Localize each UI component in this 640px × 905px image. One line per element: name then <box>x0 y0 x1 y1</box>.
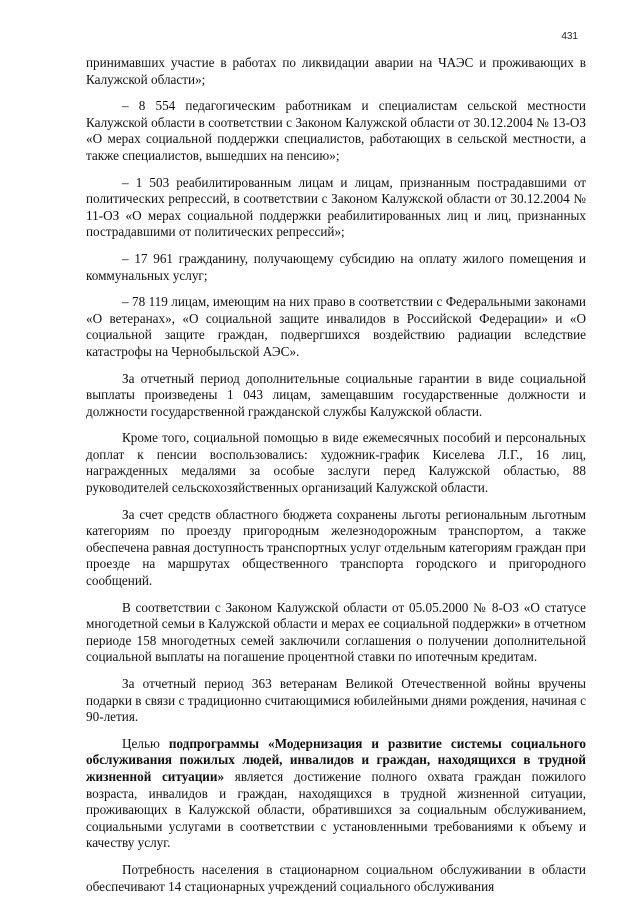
subprogram-title: подпрограммы «Модернизация и развитие системы социального обслуживания пожилых людей, инвалидов и граждан, находящихся в трудной жизненной ситуации» <box>86 735 587 784</box>
paragraph-housing-subsidy: – 17 961 гражданину, получающему субсидию на оплату жилого помещения и коммунальных услуг; <box>86 250 586 283</box>
subprogram-prefix: Целью <box>122 735 169 751</box>
paragraph-transport-benefits: За счет средств областного бюджета сохранены льготы региональным льготным категориям по проезду пригородным железнодорожным транспортом, а также обеспечена равная доступность транспортных услуг отдельным категориям граждан при проезде на маршрутах общественного транспорта городского и пригородного сообщений. <box>86 506 586 589</box>
paragraph-rural-teachers: – 8 554 педагогическим работникам и специалистам сельской местности Калужской области в соответствии с Законом Калужской области от 30.12.2004 № 13-ОЗ «О мерах социальной поддержки специалистов, работающих в сельской местности, а также специалистов, вышедших на пенсию»; <box>86 98 586 163</box>
subprogram-suffix: является достижение полного охвата граждан пожилого возраста, инвалидов и граждан, находящихся в трудной жизненной ситуации, проживающих в Калужской области, обратившихся за социальным обслуживанием, социальными услугами в соответствии с установленными требованиями к объему и качеству услуг. <box>86 768 586 851</box>
paragraph-stationary-service: Потребность населения в стационарном социальном обслуживании в области обеспечивают 14 стационарных учреждений социального обслуживания <box>86 861 586 894</box>
paragraph-civil-servants: За отчетный период дополнительные социальные гарантии в виде социальной выплаты произведены 1 043 лицам, замещавшим государственные должности и должности государственной гражданской службы Калужской области. <box>86 370 586 419</box>
document-body <box>86 55 586 905</box>
paragraph-monthly-benefits: Кроме того, социальной помощью в виде ежемесячных пособий и персональных доплат к пенсии воспользовались: художник-график Киселева Л.Г., 16 лиц, награжденных медалями за особые заслуги перед Калужской областью, 88 руководителей сельскохозяйственных организаций Калужской области. <box>86 430 586 496</box>
paragraph-large-families: В соответствии с Законом Калужской области от 05.05.2000 № 8-ОЗ «О статусе многодетной семьи в Калужской области и мерах ее социальной поддержки» в отчетном периоде 158 многодетных семей заключили соглашения о получении дополнительной социальной выплаты на погашение процентной ставки по ипотечным кредитам. <box>86 599 586 665</box>
paragraph-veterans-gifts: За отчетный период 363 ветеранам Великой Отечественной войны вручены подарки в связи с традиционно считающимися юбилейными днями рождения, начиная с 90-летия. <box>86 676 586 725</box>
paragraph-subprogram-goal <box>86 736 586 852</box>
paragraph-federal-laws: – 78 119 лицам, имеющим на них право в соответствии с Федеральными законами «О ветеранах», «О социальной защите инвалидов в Российской Федерации» и «О социальной защите граждан, подвергшихся воздействию радиации вследствие катастрофы на Чернобыльской АЭС». <box>86 294 586 359</box>
page-number: 431 <box>561 31 578 42</box>
paragraph-rehabilitated: – 1 503 реабилитированным лицам и лицам, признанным пострадавшими от политических репрессий, в соответствии с Законом Калужской области от 30.12.2004 № 11-ОЗ «О мерах социальной поддержки реабилитированных лиц и лиц, признанных пострадавшими от политических репрессий»; <box>86 174 586 240</box>
paragraph-chernobyl-continuation: принимавших участие в работах по ликвидации аварии на ЧАЭС и проживающих в Калужской области»; <box>86 55 586 87</box>
